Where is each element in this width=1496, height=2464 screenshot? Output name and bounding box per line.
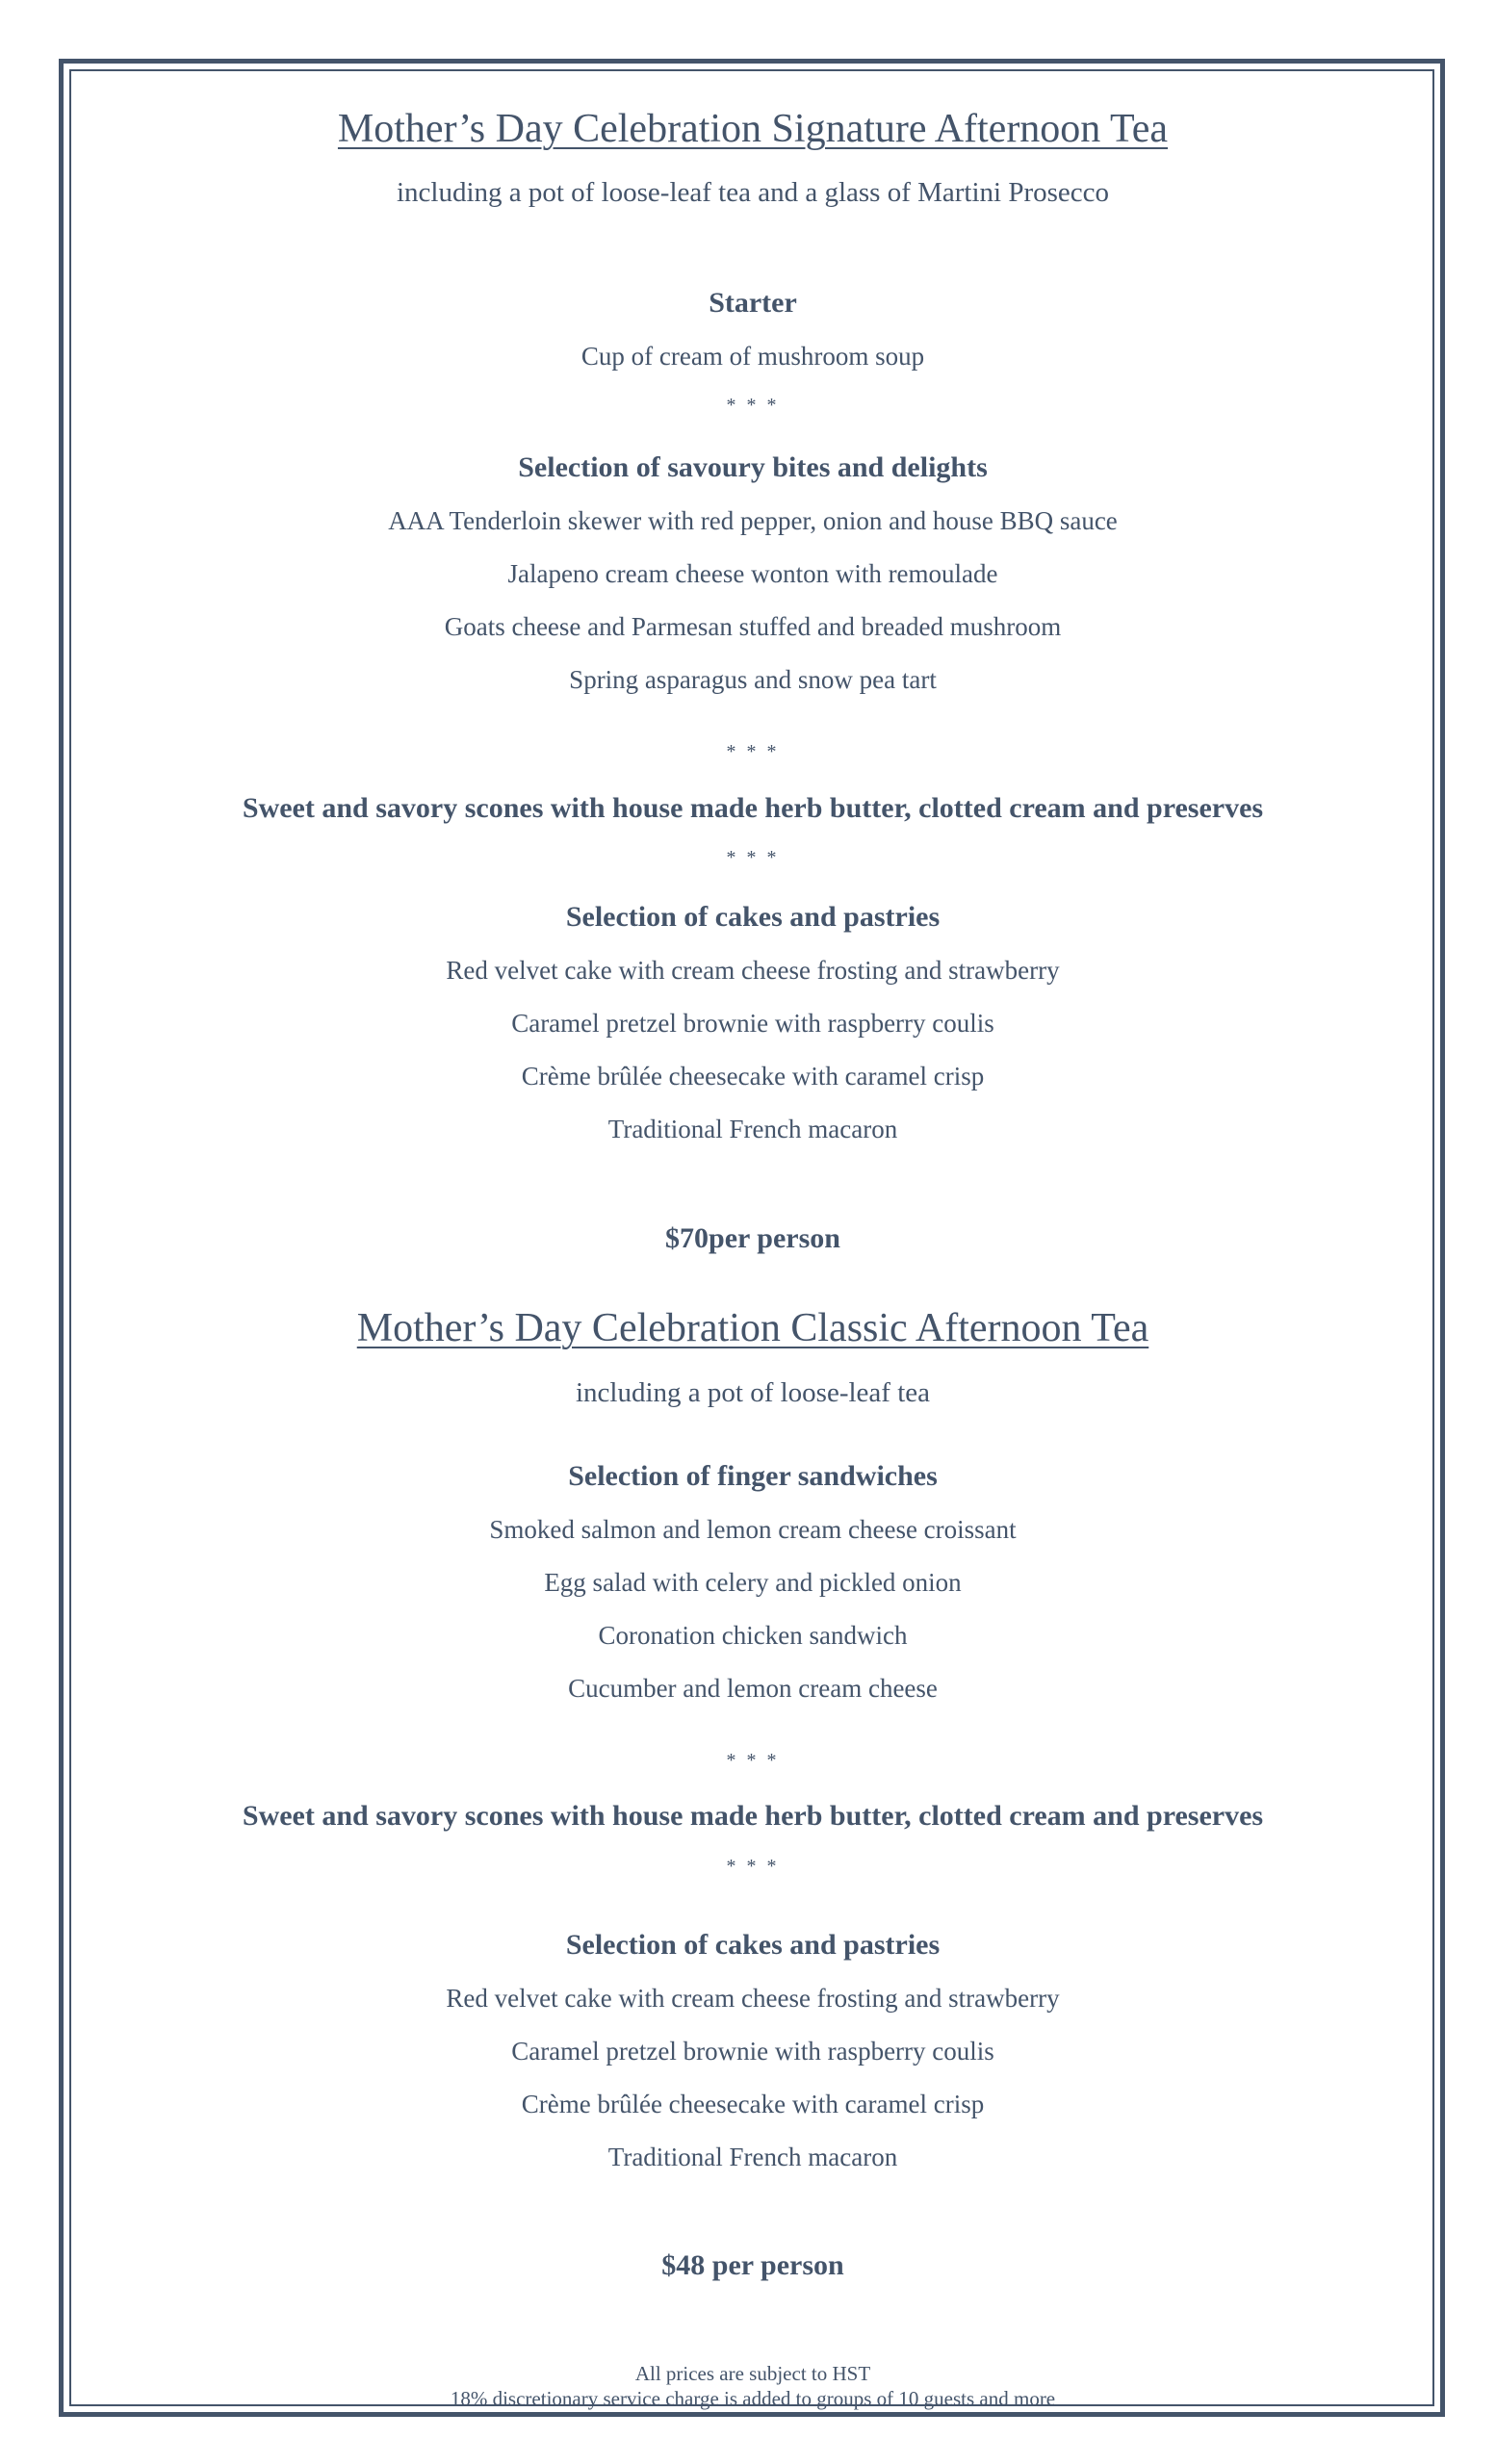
cakes-item: Traditional French macaron — [607, 1115, 898, 1143]
cakes-item: Crème brûlée cheesecake with caramel crisp — [521, 1062, 985, 1091]
scones-heading: Sweet and savory scones with house made herb butter, clotted cream and preserves — [242, 1800, 1264, 1832]
sandwiches-item: Cucumber and lemon cream cheese — [568, 1674, 938, 1703]
signature-price: $70per person — [665, 1222, 840, 1254]
menu-content — [77, 77, 1429, 2410]
signature-title: Mother’s Day Celebration Signature Afternoon Tea — [337, 107, 1169, 151]
cakes-heading: Selection of cakes and pastries — [565, 901, 941, 933]
cakes-item: Crème brûlée cheesecake with caramel crisp — [521, 2090, 985, 2118]
starter-item: Cup of cream of mushroom soup — [580, 342, 925, 371]
sandwiches-heading: Selection of finger sandwiches — [568, 1460, 938, 1492]
classic-title: Mother’s Day Celebration Classic Afternoon Tea — [356, 1306, 1149, 1350]
footer-service-note: 18% discretionary service charge is added to groups of 10 guests and more — [450, 2387, 1056, 2410]
cakes-item: Traditional French macaron — [607, 2143, 898, 2171]
savoury-item: Goats cheese and Parmesan stuffed and breaded mushroom — [444, 612, 1062, 641]
separator: * * * — [726, 395, 780, 416]
classic-subtitle: including a pot of loose-leaf tea — [575, 1377, 930, 1408]
scones-heading: Sweet and savory scones with house made herb butter, clotted cream and preserves — [242, 792, 1264, 824]
savoury-item: Jalapeno cream cheese wonton with remoulade — [507, 559, 998, 588]
starter-heading: Starter — [709, 287, 797, 319]
separator: * * * — [726, 741, 780, 762]
sandwiches-item: Egg salad with celery and pickled onion — [544, 1568, 962, 1597]
cakes-item: Caramel pretzel brownie with raspberry coulis — [511, 1009, 994, 1038]
savoury-item: AAA Tenderloin skewer with red pepper, onion and house BBQ sauce — [388, 506, 1118, 535]
sandwiches-item: Coronation chicken sandwich — [598, 1621, 908, 1650]
savoury-item: Spring asparagus and snow pea tart — [569, 665, 937, 694]
separator: * * * — [726, 847, 780, 868]
separator: * * * — [726, 1750, 780, 1771]
cakes-item: Red velvet cake with cream cheese frosting and strawberry — [446, 956, 1060, 985]
sandwiches-item: Smoked salmon and lemon cream cheese croissant — [489, 1515, 1017, 1544]
separator: * * * — [726, 1856, 780, 1877]
signature-subtitle: including a pot of loose-leaf tea and a glass of Martini Prosecco — [396, 177, 1110, 208]
classic-price: $48 per person — [661, 2249, 844, 2281]
cakes-heading: Selection of cakes and pastries — [565, 1929, 941, 1961]
savoury-heading: Selection of savoury bites and delights — [518, 451, 988, 483]
cakes-item: Red velvet cake with cream cheese frosting and strawberry — [446, 1984, 1060, 2013]
footer-tax-note: All prices are subject to HST — [634, 2362, 871, 2385]
cakes-item: Caramel pretzel brownie with raspberry coulis — [511, 2037, 994, 2066]
